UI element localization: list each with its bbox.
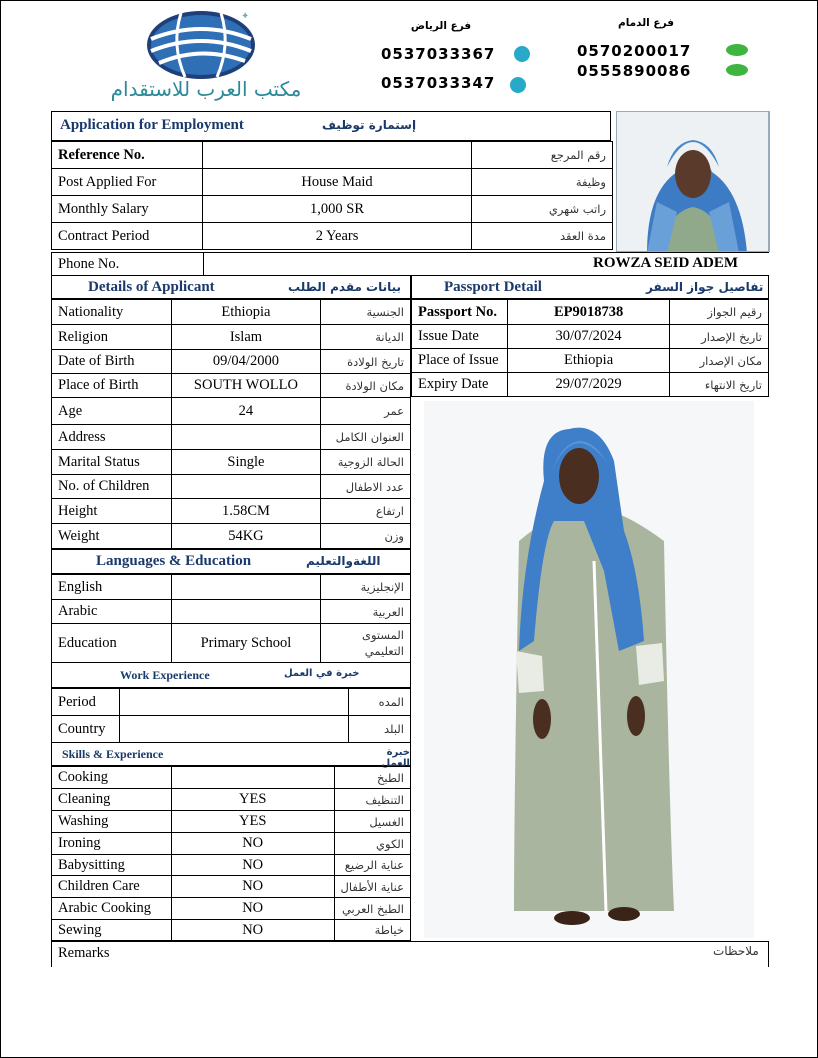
table-row — [52, 600, 411, 624]
period-value[interactable] — [119, 689, 348, 716]
height-label: Height — [52, 499, 172, 524]
arabic-cooking-value[interactable]: NO — [171, 898, 334, 920]
ironing-label: Ironing — [52, 833, 172, 855]
english-label: English — [52, 575, 172, 600]
cooking-label: Cooking — [52, 767, 172, 789]
skills-title-bar — [51, 742, 411, 769]
no-of-children-label: No. of Children — [52, 475, 172, 499]
languages-title-ar: اللغةوالتعليم — [306, 554, 381, 568]
divider — [409, 252, 769, 253]
religion-value[interactable]: Islam — [171, 325, 320, 350]
phone-icon — [726, 64, 748, 76]
dammam-phone-1[interactable]: 0570200017 — [577, 42, 692, 60]
passport-no-label-ar: رقيم الجواز — [670, 300, 769, 325]
period-label-ar: المده — [349, 689, 411, 716]
babysitting-value[interactable]: NO — [171, 855, 334, 876]
expiry-date-value[interactable]: 29/07/2029 — [507, 373, 669, 397]
table-row — [52, 716, 411, 743]
whatsapp-icon — [514, 46, 530, 62]
post-label-ar: وظيفة — [472, 169, 613, 196]
age-label-ar: عمر — [321, 398, 411, 425]
children-care-value[interactable]: NO — [171, 876, 334, 898]
riyadh-phone-1[interactable]: 0537033367 — [381, 45, 496, 63]
divider — [769, 111, 770, 252]
languages-title-bar — [51, 549, 411, 574]
table-row — [52, 223, 613, 250]
application-title-en: Application for Employment — [60, 117, 244, 133]
arabic-cooking-label: Arabic Cooking — [52, 898, 172, 920]
contract-value[interactable]: 2 Years — [202, 223, 471, 250]
salary-label-ar: راتب شهري — [472, 196, 613, 223]
table-row — [52, 142, 613, 169]
table-row — [52, 374, 411, 398]
applicant-name: ROWZA SEID ADEM — [593, 255, 739, 271]
address-value[interactable] — [171, 425, 320, 450]
cleaning-value[interactable]: YES — [171, 789, 334, 811]
washing-value[interactable]: YES — [171, 811, 334, 833]
cooking-label-ar: الطبخ — [334, 767, 410, 789]
reference-value[interactable] — [202, 142, 471, 169]
table-row — [52, 300, 411, 325]
applicant-title-en: Details of Applicant — [88, 279, 215, 295]
application-title-bar — [51, 111, 611, 141]
place-of-issue-label-ar: مكان الإصدار — [670, 349, 769, 373]
table-row — [52, 876, 411, 898]
riyadh-phone-2[interactable]: 0537033347 — [381, 74, 496, 92]
education-label-ar: المستوى التعليمي — [321, 624, 411, 663]
table-row — [412, 325, 769, 349]
sewing-value[interactable]: NO — [171, 920, 334, 941]
riyadh-branch-label: فرع الرياض — [410, 20, 472, 32]
weight-label-ar: وزن — [321, 524, 411, 549]
nationality-label: Nationality — [52, 300, 172, 325]
languages-title-en: Languages & Education — [96, 553, 252, 569]
cooking-value[interactable] — [171, 767, 334, 789]
nationality-label-ar: الجنسية — [321, 300, 411, 325]
applicant-table — [51, 299, 411, 549]
remarks-label: Remarks — [58, 945, 110, 961]
table-row — [52, 789, 411, 811]
passport-title-ar: تفاصيل جواز السفر — [646, 280, 764, 294]
marital-status-label: Marital Status — [52, 450, 172, 475]
table-row — [52, 475, 411, 499]
passport-no-value[interactable]: EP9018738 — [507, 300, 669, 325]
ironing-label-ar: الكوي — [334, 833, 410, 855]
divider — [768, 941, 769, 967]
country-label-ar: البلد — [349, 716, 411, 743]
phone-icon — [726, 44, 748, 56]
table-row — [52, 325, 411, 350]
phone-label: Phone No. — [58, 256, 120, 272]
education-value[interactable]: Primary School — [171, 624, 321, 663]
contract-label: Contract Period — [52, 223, 203, 250]
contract-label-ar: مدة العقد — [472, 223, 613, 250]
applicant-title-ar: بيانات مقدم الطلب — [288, 280, 402, 294]
weight-label: Weight — [52, 524, 172, 549]
country-label: Country — [52, 716, 120, 743]
remarks-label-ar: ملاحظات — [713, 944, 759, 958]
globe-logo-icon — [141, 9, 261, 81]
issue-date-value[interactable]: 30/07/2024 — [507, 325, 669, 349]
issue-date-label-ar: تاريخ الإصدار — [670, 325, 769, 349]
washing-label: Washing — [52, 811, 172, 833]
english-value[interactable] — [171, 575, 321, 600]
issue-date-label: Issue Date — [412, 325, 508, 349]
arabic-value[interactable] — [171, 600, 321, 624]
height-label-ar: ارتفاع — [321, 499, 411, 524]
sewing-label: Sewing — [52, 920, 172, 941]
whatsapp-icon — [510, 77, 526, 93]
address-label-ar: العنوان الكامل — [321, 425, 411, 450]
applicant-title-bar — [51, 275, 411, 299]
post-value[interactable]: House Maid — [202, 169, 471, 196]
table-row — [412, 373, 769, 397]
table-row — [52, 196, 613, 223]
table-row — [52, 350, 411, 374]
arabic-cooking-label-ar: الطبخ العربي — [334, 898, 410, 920]
logo-text: مكتب العرب للاستقدام — [110, 77, 302, 101]
washing-label-ar: الغسيل — [334, 811, 410, 833]
marital-status-value[interactable]: Single — [171, 450, 320, 475]
table-row — [412, 300, 769, 325]
table-row — [52, 624, 411, 663]
svg-text:✦: ✦ — [241, 11, 250, 22]
cleaning-label: Cleaning — [52, 789, 172, 811]
nationality-value[interactable]: Ethiopia — [171, 300, 320, 325]
children-care-label: Children Care — [52, 876, 172, 898]
date-of-birth-value[interactable]: 09/04/2000 — [171, 350, 320, 374]
table-row — [412, 349, 769, 373]
table-row — [52, 450, 411, 475]
arabic-label: Arabic — [52, 600, 172, 624]
table-row — [52, 425, 411, 450]
date-of-birth-label-ar: تاريخ الولادة — [321, 350, 411, 374]
work-title-en: Work Experience — [120, 668, 210, 682]
place-of-birth-label: Place of Birth — [52, 374, 172, 398]
table-row — [52, 833, 411, 855]
babysitting-label-ar: عناية الرضيع — [334, 855, 410, 876]
age-label: Age — [52, 398, 172, 425]
period-label: Period — [52, 689, 120, 716]
country-value[interactable] — [119, 716, 348, 743]
table-row — [52, 398, 411, 425]
table-row — [52, 898, 411, 920]
skills-table — [51, 766, 411, 941]
expiry-date-label: Expiry Date — [412, 373, 508, 397]
weight-value[interactable]: 54KG — [171, 524, 320, 549]
table-row — [52, 524, 411, 549]
salary-value[interactable]: 1,000 SR — [202, 196, 471, 223]
education-label: Education — [52, 624, 172, 663]
religion-label: Religion — [52, 325, 172, 350]
ironing-value[interactable]: NO — [171, 833, 334, 855]
passport-title-bar — [411, 275, 769, 299]
work-title-bar — [51, 662, 411, 688]
sewing-label-ar: خياطة — [334, 920, 410, 941]
table-row — [52, 920, 411, 941]
skills-title-en: Skills & Experience — [62, 747, 164, 761]
languages-table — [51, 574, 411, 663]
place-of-birth-label-ar: مكان الولادة — [321, 374, 411, 398]
application-table — [51, 141, 613, 250]
dammam-branch-label: فرع الدمام — [618, 17, 674, 29]
passport-title-en: Passport Detail — [444, 279, 542, 295]
passport-table — [411, 299, 769, 397]
english-label-ar: الإنجليزية — [321, 575, 411, 600]
skills-title-ar: خبرة العمل — [381, 747, 410, 769]
phone-row — [51, 252, 409, 275]
no-of-children-value[interactable] — [171, 475, 320, 499]
table-row — [52, 499, 411, 524]
marital-status-label-ar: الحالة الزوجية — [321, 450, 411, 475]
date-of-birth-label: Date of Birth — [52, 350, 172, 374]
cleaning-label-ar: التنظيف — [334, 789, 410, 811]
divider — [203, 252, 204, 276]
table-row — [52, 811, 411, 833]
table-row — [52, 855, 411, 876]
address-label: Address — [52, 425, 172, 450]
dammam-phone-2[interactable]: 0555890086 — [577, 62, 692, 80]
work-title-ar: خبرة في العمل — [284, 668, 360, 679]
place-of-birth-value[interactable]: SOUTH WOLLO — [171, 374, 320, 398]
salary-label: Monthly Salary — [52, 196, 203, 223]
expiry-date-label-ar: تاريخ الانتهاء — [670, 373, 769, 397]
divider — [51, 941, 52, 967]
applicant-headshot-photo — [616, 111, 769, 252]
applicant-fullbody-photo — [424, 401, 754, 938]
place-of-issue-value[interactable]: Ethiopia — [507, 349, 669, 373]
babysitting-label: Babysitting — [52, 855, 172, 876]
reference-label-ar: رقم المرجع — [472, 142, 613, 169]
table-row — [52, 575, 411, 600]
work-table — [51, 688, 411, 743]
children-care-label-ar: عناية الأطفال — [334, 876, 410, 898]
table-row — [52, 689, 411, 716]
religion-label-ar: الديانة — [321, 325, 411, 350]
place-of-issue-label: Place of Issue — [412, 349, 508, 373]
arabic-label-ar: العربية — [321, 600, 411, 624]
reference-label: Reference No. — [52, 142, 203, 169]
no-of-children-label-ar: عدد الاطفال — [321, 475, 411, 499]
post-label: Post Applied For — [52, 169, 203, 196]
height-value[interactable]: 1.58CM — [171, 499, 320, 524]
table-row — [52, 169, 613, 196]
application-title-ar: إستمارة توظيف — [322, 118, 417, 132]
age-value[interactable]: 24 — [171, 398, 320, 425]
table-row — [52, 767, 411, 789]
passport-no-label: Passport No. — [412, 300, 508, 325]
divider — [51, 941, 769, 942]
